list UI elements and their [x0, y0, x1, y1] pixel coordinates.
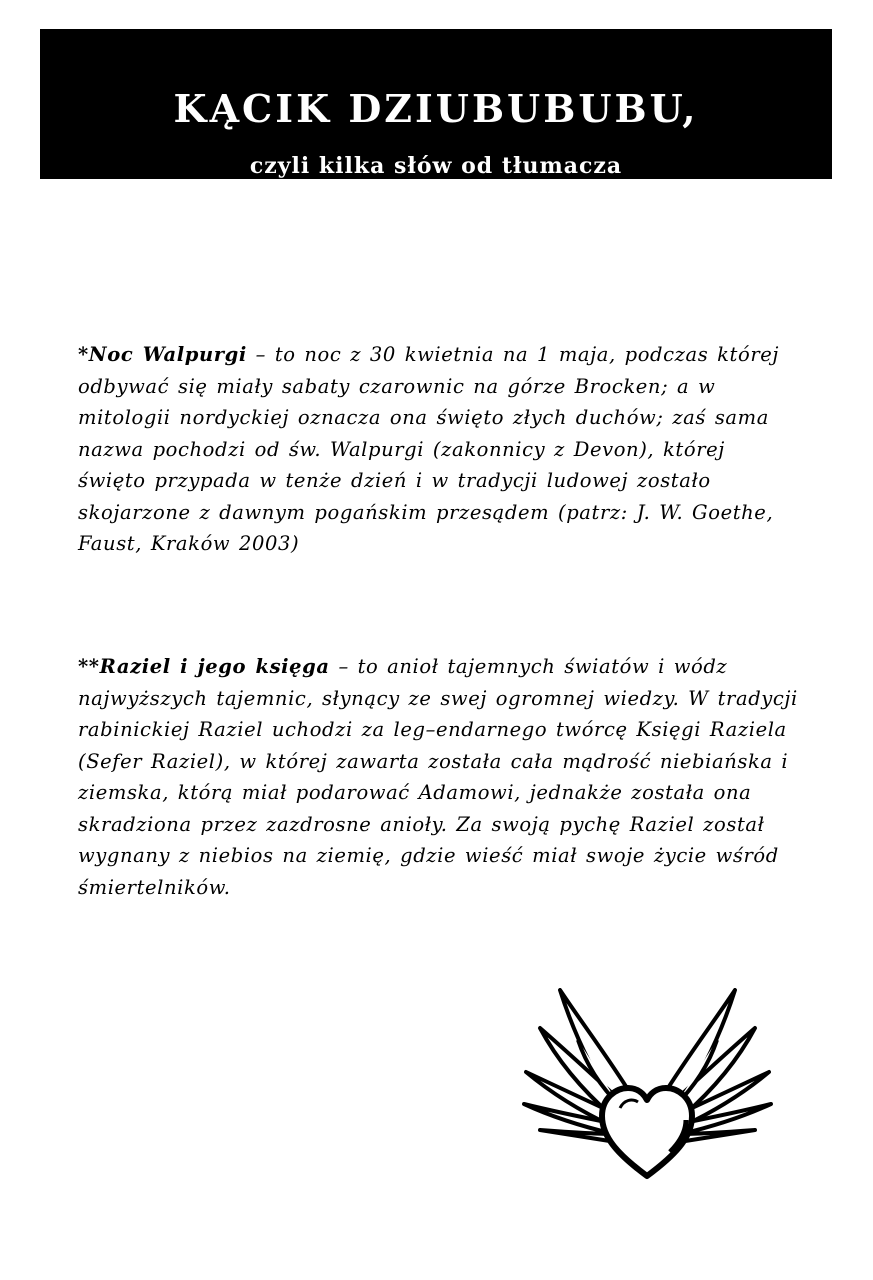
- winged-heart-icon: [520, 988, 775, 1180]
- footnote-term: *Noc Walpurgi: [78, 343, 247, 366]
- footnote-raziel: [78, 651, 798, 903]
- footnote-text: – to anioł tajemnych światów i wódz najwyższych tajemnic, słynący ze swej ogromnej wiedzy. W tradycji rabinickiej Raziel uchodzi za leg–endarnego twórcę Księgi Raziela (Sefer Raziel), w której zawarta została cała mądrość niebiańska i ziemska, którą miał podarować Adamowi, jednakże została ona skradziona przez zazdrosne anioły. Za swoją pychę Raziel został wygnany z niebios na ziemię, gdzie wieść miał swoje życie wśród śmiertelników.: [78, 655, 798, 899]
- footnote-text: – to noc z 30 kwietnia na 1 maja, podczas której odbywać się miały sabaty czarownic na górze Brocken; a w mitologii nordyckiej oznacza ona święto złych duchów; zaś sama nazwa pochodzi od św. Walpurgi (zakonnicy z Devon), której święto przypada w tenże dzień i w tradycji ludowej zostało skojarzone z dawnym pogańskim przesądem (patrz: J. W. Goethe, Faust, Kraków 2003): [78, 343, 780, 555]
- footnote-term: **Raziel i jego księga: [78, 655, 330, 678]
- page-title: KĄCIK DZIUBUBUBU,: [173, 86, 699, 131]
- header-banner: [40, 29, 832, 179]
- footnote-walpurgis: [78, 339, 798, 560]
- page-subtitle: czyli kilka słów od tłumacza: [249, 153, 623, 179]
